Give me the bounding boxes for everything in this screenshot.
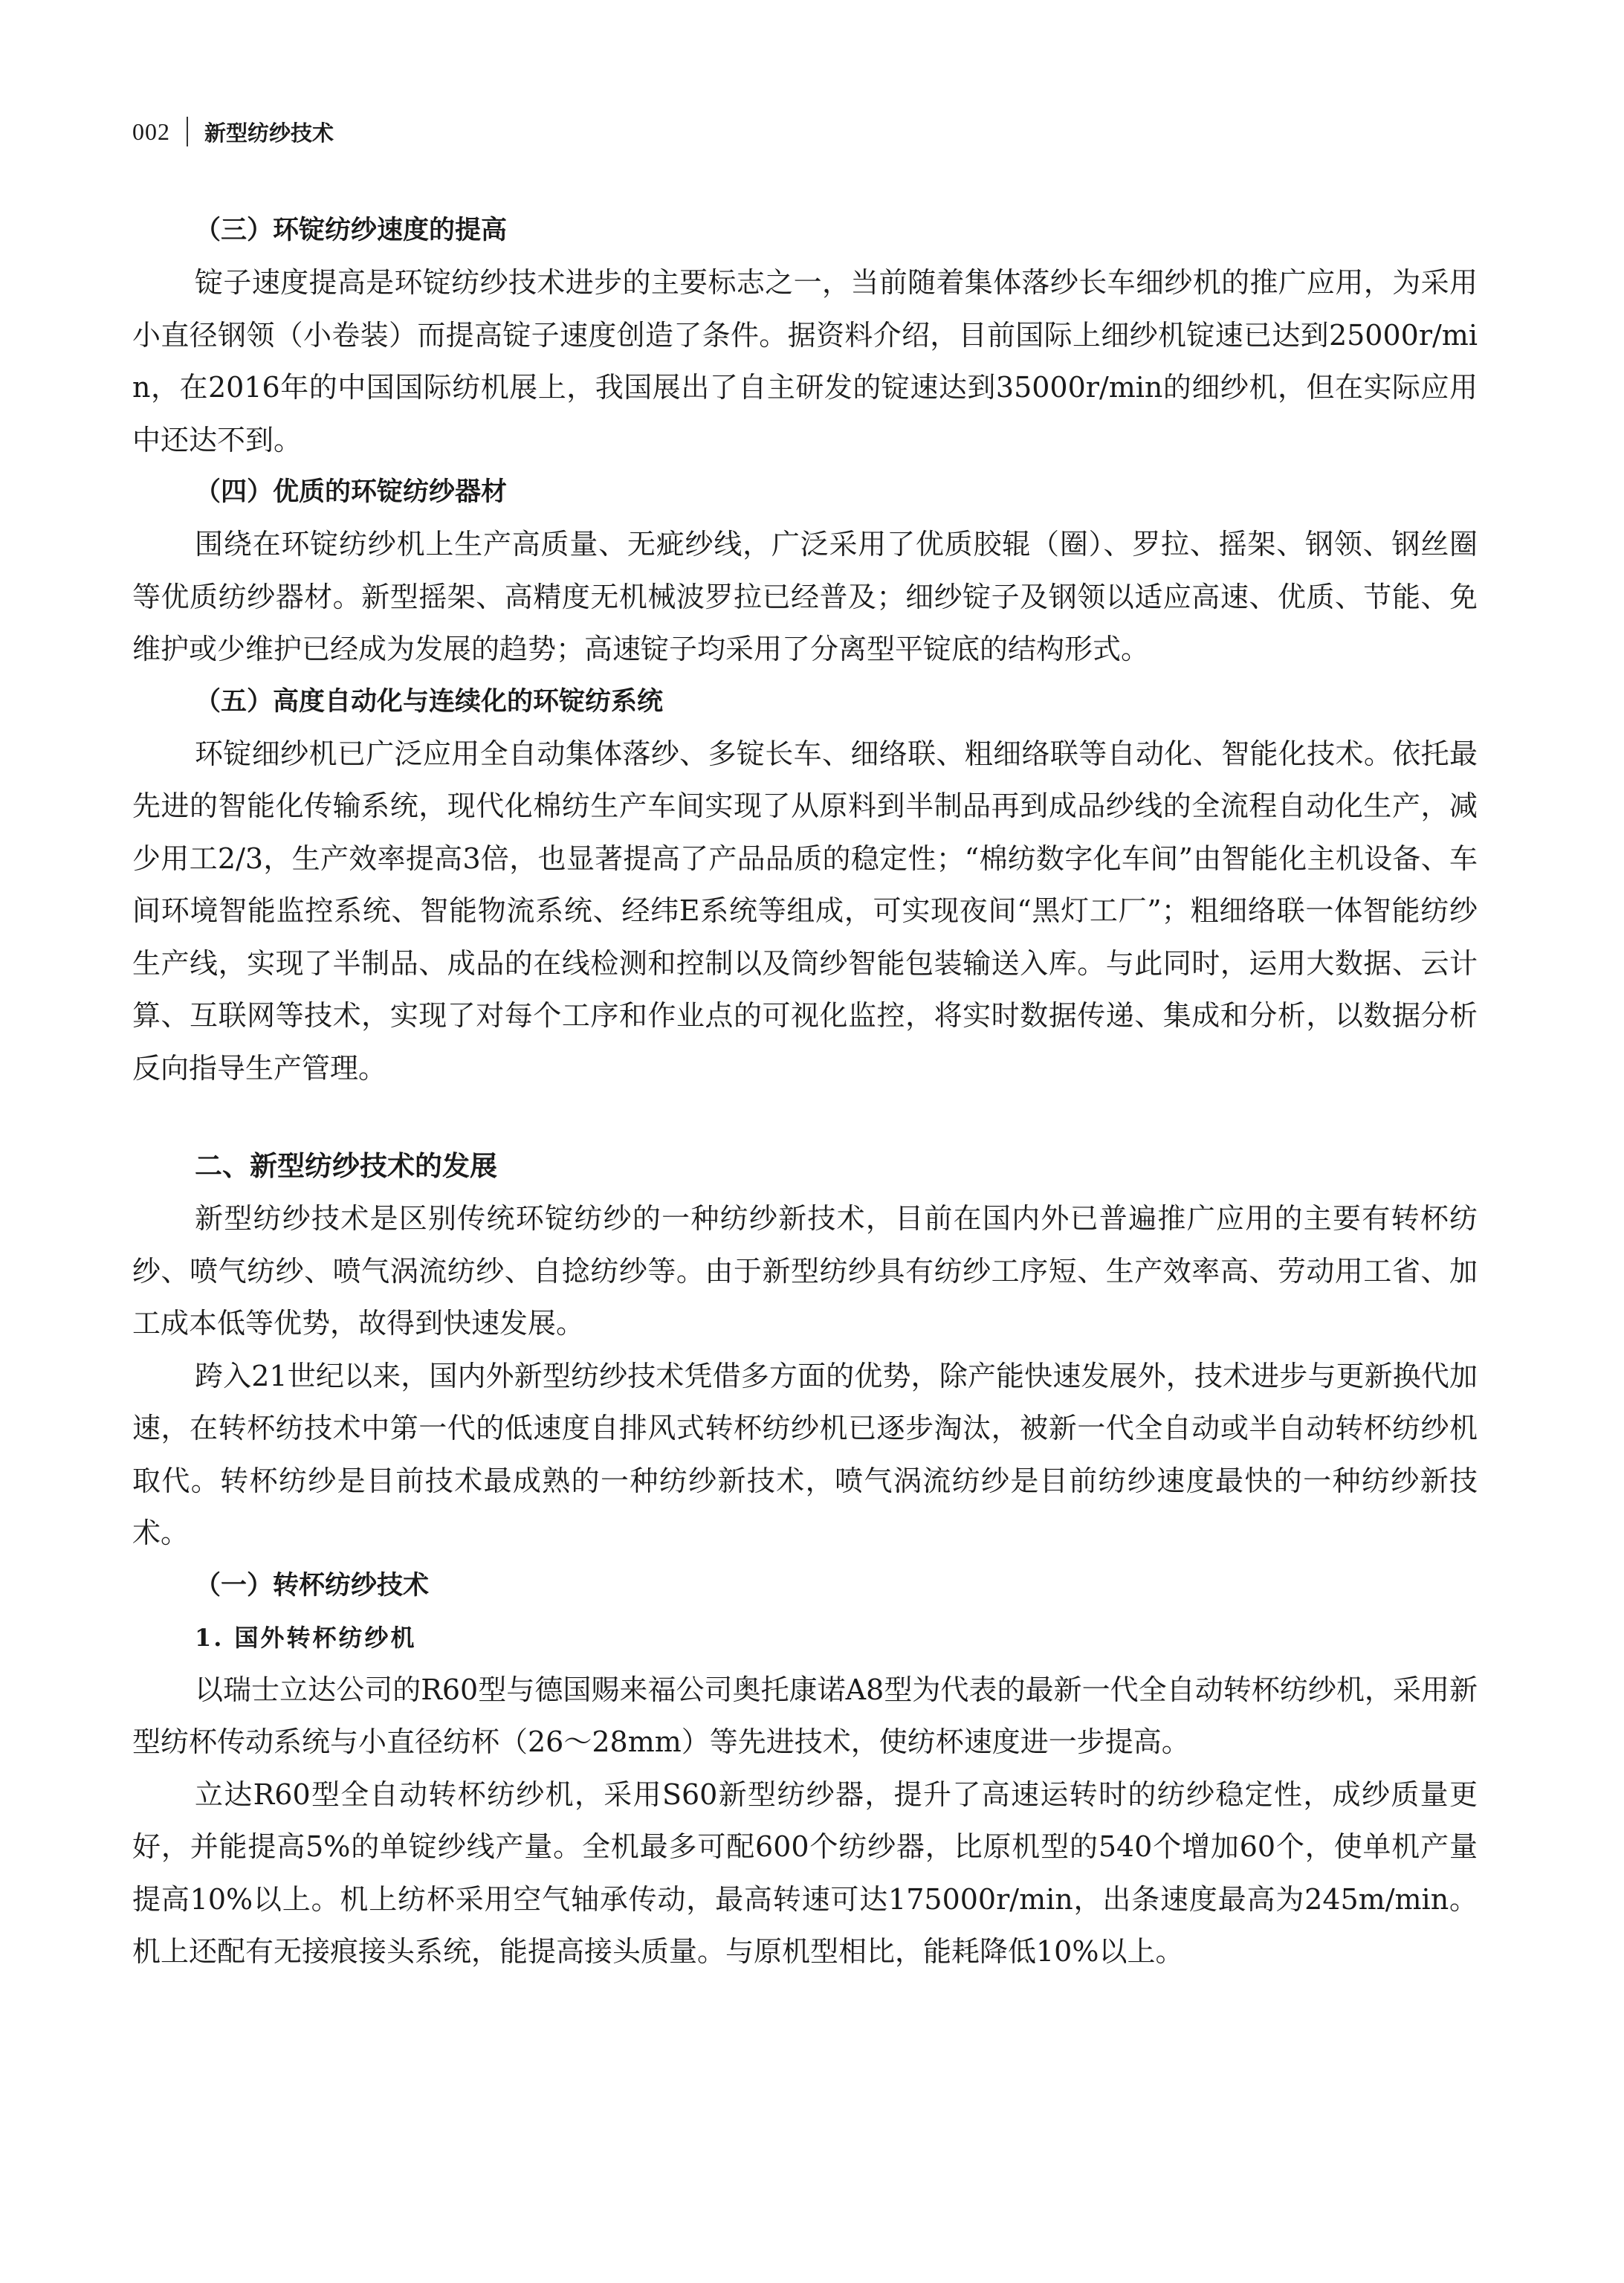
header-divider — [187, 117, 188, 146]
body-text — [132, 204, 1478, 1978]
subsubsection-heading-foreign-rotor: 1. 国外转杯纺纱机 — [195, 1623, 417, 1652]
paragraph-r60-a8: 以瑞士立达公司的R60型与德国赐来福公司奥托康诺A8型为代表的最新一代全自动转杯纺纱机，采用新型纺杯传动系统与小直径纺杯（26～28mm）等先进技术，使纺杯速度进一步提高。 — [132, 1673, 1478, 1758]
paragraph-automation: 环锭细纱机已广泛应用全自动集体落纱、多锭长车、细络联、粗细络联等自动化、智能化技术。依托最先进的智能化传输系统，现代化棉纺生产车间实现了从原料到半制品再到成品纱线的全流程自动化生产，减少用工2/3，生产效率提高3倍，也显著提高了产品品质的稳定性；“棉纺数字化车间”由智能化主机设备、车间环境智能监控系统、智能物流系统、经纬E系统等组成，可实现夜间“黑灯工厂”；粗细络联一体智能纺纱生产线，实现了半制品、成品的在线检测和控制以及筒纱智能包装输送入库。与此同时，运用大数据、云计算、互联网等技术，实现了对每个工序和作业点的可视化监控，将实时数据传递、集成和分析，以数据分析反向指导生产管理。 — [132, 737, 1478, 1085]
book-title: 新型纺纱技术 — [204, 120, 334, 146]
section-heading-2: 二、新型纺纱技术的发展 — [195, 1150, 497, 1182]
paragraph-21st-century: 跨入21世纪以来，国内外新型纺纱技术凭借多方面的优势，除产能快速发展外，技术进步与更新换代加速，在转杯纺技术中第一代的低速度自排风式转杯纺纱机已逐步淘汰，被新一代全自动或半自动转杯纺纱机取代。转杯纺纱是目前技术最成熟的一种纺纱新技术，喷气涡流纺纱是目前纺纱速度最快的一种纺纱新技术。 — [132, 1359, 1478, 1549]
paragraph-spindle-speed: 锭子速度提高是环锭纺纱技术进步的主要标志之一，当前随着集体落纱长车细纱机的推广应用，为采用小直径钢领（小卷装）而提高锭子速度创造了条件。据资料介绍，目前国际上细纱机锭速已达到25000r/min，在2016年的中国国际纺机展上，我国展出了自主研发的锭速达到35000r/min的细纱机，但在实际应用中还达不到。 — [132, 266, 1478, 456]
running-header — [132, 110, 334, 153]
page-number: 002 — [132, 117, 170, 145]
subsection-heading-rotor: （一）转杯纺纱技术 — [195, 1570, 430, 1601]
paragraph-r60-details: 立达R60型全自动转杯纺纱机，采用S60新型纺纱器，提升了高速运转时的纺纱稳定性，成纱质量更好，并能提高5%的单锭纱线产量。全机最多可配600个纺纱器，比原机型的540个增加60个，使单机产量提高10%以上。机上纺杯采用空气轴承传动，最高转速可达175000r/min，出条速度最高为245m/min。机上还配有无接痕接头系统，能提高接头质量。与原机型相比，能耗降低10%以上。 — [132, 1777, 1478, 1968]
subsection-heading-3: （三）环锭纺纱速度的提高 — [195, 216, 508, 245]
subsection-heading-5: （五）高度自动化与连续化的环锭纺系统 — [195, 686, 664, 717]
paragraph-spinning-accessories: 围绕在环锭纺纱机上生产高质量、无疵纱线，广泛采用了优质胶辊（圈）、罗拉、摇架、钢领、钢丝圈等优质纺纱器材。新型摇架、高精度无机械波罗拉已经普及；细纱锭子及钢领以适应高速、优质、节能、免维护或少维护已经成为发展的趋势；高速锭子均采用了分离型平锭底的结构形式。 — [132, 528, 1478, 665]
subsection-heading-4: （四）优质的环锭纺纱器材 — [195, 477, 508, 507]
paragraph-new-spinning-intro: 新型纺纱技术是区别传统环锭纺纱的一种纺纱新技术，目前在国内外已普遍推广应用的主要有转杯纺纱、喷气纺纱、喷气涡流纺纱、自捻纺纱等。由于新型纺纱具有纺纱工序短、生产效率高、劳动用工省、加工成本低等优势，故得到快速发展。 — [132, 1202, 1478, 1340]
